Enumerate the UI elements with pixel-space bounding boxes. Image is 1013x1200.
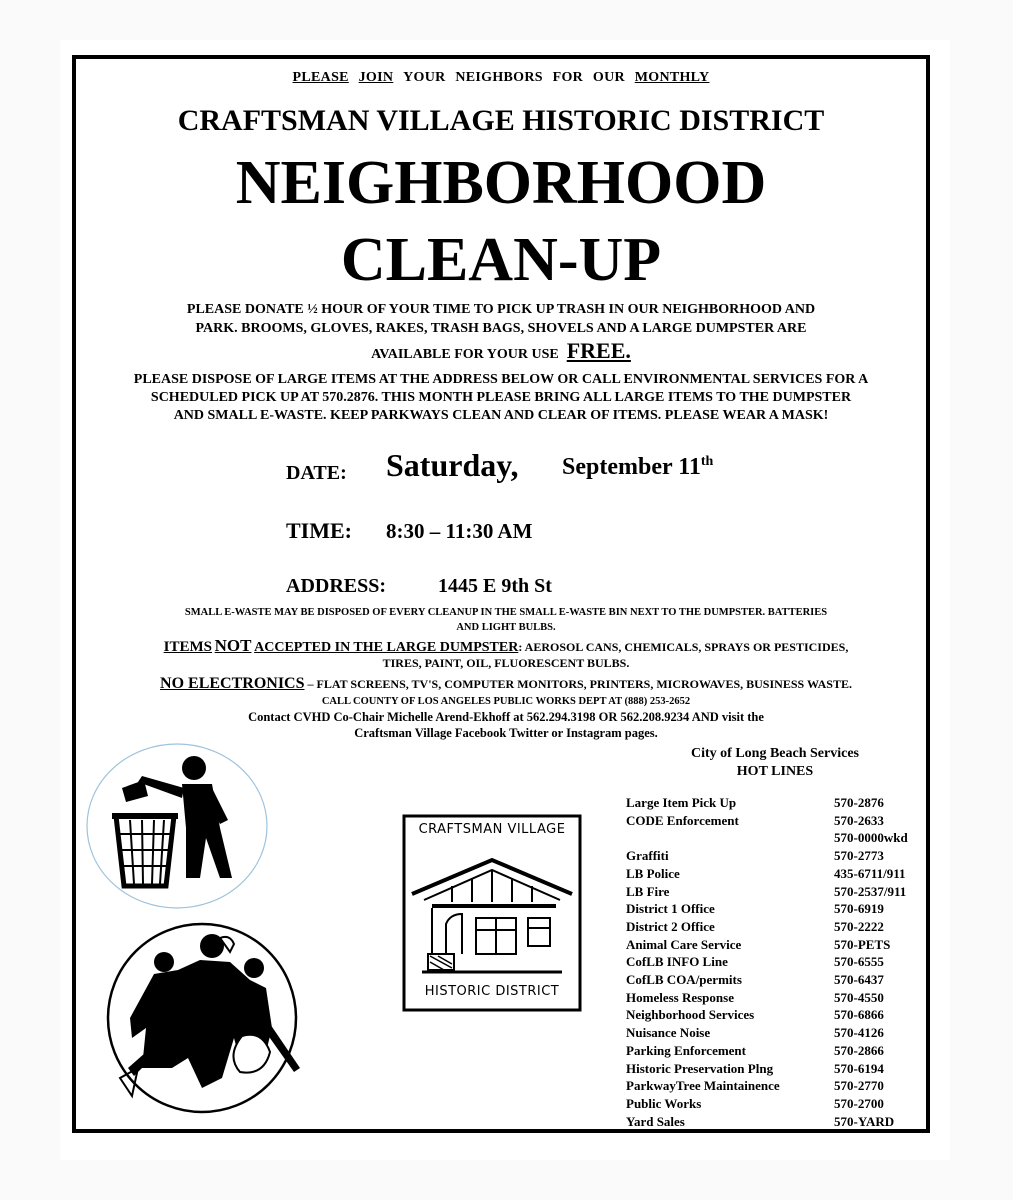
hotline-number: 570-2866 <box>834 1042 884 1058</box>
hotline-row <box>626 1077 908 1095</box>
intro-text: AVAILABLE FOR YOUR USE <box>371 347 559 362</box>
address-value: 1445 E 9th St <box>438 575 552 597</box>
hotline-name: CofLB COA/permits <box>626 972 742 988</box>
hotline-name: Historic Preservation Plng <box>626 1060 774 1076</box>
invite-word: NEIGHBORS <box>455 70 543 85</box>
hotline-row <box>626 900 908 918</box>
hotline-row <box>626 812 908 830</box>
intro-line: PARK. BROOMS, GLOVES, RAKES, TRASH BAGS, SHOVELS AND A LARGE DUMPSTER ARE <box>195 321 807 336</box>
volunteers-icon <box>102 918 302 1118</box>
date-day: Saturday, <box>386 447 519 483</box>
hotline-name <box>626 829 834 847</box>
invite-line <box>76 70 926 86</box>
invite-word: YOUR <box>403 70 446 85</box>
county-note: CALL COUNTY OF LOS ANGELES PUBLIC WORKS DEPT AT (888) 253-2652 <box>321 696 691 707</box>
hotline-row <box>626 883 908 901</box>
hotline-name: Large Item Pick Up <box>626 795 737 810</box>
hotline-number: 570-YARD <box>834 1113 895 1129</box>
hotline-number: 570-2633 <box>834 812 884 828</box>
title-line-2: CLEAN-UP <box>340 226 662 294</box>
invite-word: OUR <box>592 70 625 85</box>
hotline-name: District 1 Office <box>626 901 715 917</box>
hotline-number: 570-4550 <box>834 989 884 1005</box>
hotline-row <box>626 1060 908 1078</box>
hotline-row <box>626 794 908 812</box>
hotline-name: Homeless Response <box>626 989 734 1005</box>
not-accepted-word: ACCEPTED IN THE LARGE DUMPSTER <box>254 640 519 655</box>
not-accepted-line <box>90 638 922 656</box>
hotline-name: Public Works <box>626 1095 702 1111</box>
hotline-row <box>626 1095 908 1113</box>
hotlines-subtitle: HOT LINES <box>736 764 814 779</box>
hotline-number: 570-PETS <box>834 936 891 952</box>
time-value: 8:30 – 11:30 AM <box>386 519 533 543</box>
no-electronics-label: NO ELECTRONICS <box>160 675 305 692</box>
hotlines-table <box>626 794 908 1130</box>
hotline-number: 570-2537/911 <box>834 883 907 899</box>
not-accepted-list-2: TIRES, PAINT, OIL, FLUORESCENT BULBS. <box>382 656 630 670</box>
date-month-text: September 11 <box>562 454 701 480</box>
intro-line: PLEASE DONATE ½ HOUR OF YOUR TIME TO PICK UP TRASH IN OUR NEIGHBORHOOD AND <box>186 302 816 317</box>
hotline-row <box>626 953 908 971</box>
hotline-row <box>626 1042 908 1060</box>
hotline-number: 570-0000wkd <box>834 830 908 846</box>
hotline-row <box>626 829 908 847</box>
hotline-row <box>626 989 908 1007</box>
address-label: ADDRESS: <box>286 575 387 597</box>
hotlines-heading <box>640 745 910 781</box>
intro-line: SCHEDULED PICK UP AT 570.2876. THIS MONTH PLEASE BRING ALL LARGE ITEMS TO THE DUMPSTER <box>150 390 852 405</box>
district-name: CRAFTSMAN VILLAGE HISTORIC DISTRICT <box>177 104 825 137</box>
hotline-name: Parking Enforcement <box>626 1042 746 1058</box>
craftsman-village-logo <box>402 814 582 1012</box>
free-label: FREE. <box>566 338 631 363</box>
logo-bottom-text: HISTORIC DISTRICT <box>424 984 560 999</box>
hotline-row <box>626 918 908 936</box>
intro-line: AND SMALL E-WASTE. KEEP PARKWAYS CLEAN AND CLEAR OF ITEMS. PLEASE WEAR A MASK! <box>173 408 829 423</box>
house-logo-graphic <box>402 814 582 1012</box>
date-label: DATE: <box>286 462 347 484</box>
invite-word: PLEASE <box>292 70 349 85</box>
hotline-name: District 2 Office <box>626 918 715 934</box>
hotline-name: LB Police <box>626 865 680 881</box>
hotline-row <box>626 1113 908 1131</box>
date-month <box>562 454 713 481</box>
hotline-number: 570-2222 <box>834 918 884 934</box>
intro-line-free <box>90 338 912 364</box>
hotline-name: Yard Sales <box>626 1113 685 1129</box>
hotline-row <box>626 936 908 954</box>
hotline-number: 435-6711/911 <box>834 865 906 881</box>
time-label: TIME: <box>286 518 352 543</box>
no-electronics-list: – FLAT SCREENS, TV'S, COMPUTER MONITORS, PRINTERS, MICROWAVES, BUSINESS WASTE. <box>304 677 852 691</box>
no-electronics-line <box>90 676 922 693</box>
hotline-number: 570-6866 <box>834 1007 884 1023</box>
intro-line: PLEASE DISPOSE OF LARGE ITEMS AT THE ADDRESS BELOW OR CALL ENVIRONMENTAL SERVICES FOR A <box>133 372 869 387</box>
hotline-number: 570-6194 <box>834 1060 884 1076</box>
contact-line: Contact CVHD Co-Chair Michelle Arend-Ekhoff at 562.294.3198 OR 562.208.9234 AND visit the <box>248 710 764 724</box>
not-accepted-word: NOT <box>214 636 252 655</box>
hotline-row <box>626 865 908 883</box>
not-accepted-list: : AEROSOL CANS, CHEMICALS, SPRAYS OR PESTICIDES, <box>518 640 849 654</box>
contact-line: Craftsman Village Facebook Twitter or Instagram pages. <box>354 726 658 740</box>
hotline-row <box>626 1024 908 1042</box>
title-line-1: NEIGHBORHOOD <box>235 149 767 217</box>
hotline-number: 570-6437 <box>834 972 884 988</box>
invite-word: FOR <box>552 70 584 85</box>
hotline-name: Nuisance Noise <box>626 1025 711 1041</box>
hotline-row <box>626 971 908 989</box>
hotline-name: ParkwayTree Maintainence <box>626 1078 780 1094</box>
date-suffix: th <box>700 454 714 469</box>
litter-bin-icon <box>82 738 272 913</box>
ewaste-note: SMALL E-WASTE MAY BE DISPOSED OF EVERY CLEANUP IN THE SMALL E-WASTE BIN NEXT TO THE DUMPSTER. BATTERIES <box>184 607 828 618</box>
hotlines-title: City of Long Beach Services <box>691 746 859 761</box>
hotline-name: LB Fire <box>626 883 670 899</box>
logo-top-text: CRAFTSMAN VILLAGE <box>418 822 566 837</box>
ewaste-note: AND LIGHT BULBS. <box>456 622 556 633</box>
hotline-number: 570-6919 <box>834 901 884 917</box>
hotline-number: 570-6555 <box>834 954 884 970</box>
hotline-number: 570-4126 <box>834 1025 884 1041</box>
hotline-row <box>626 847 908 865</box>
hotline-name: Neighborhood Services <box>626 1007 755 1023</box>
invite-word: MONTHLY <box>634 70 710 85</box>
hotline-name: Graffiti <box>626 848 669 864</box>
hotline-number: 570-2773 <box>834 848 884 864</box>
hotline-name: CODE Enforcement <box>626 812 739 828</box>
invite-word: JOIN <box>358 70 394 85</box>
hotline-name: Animal Care Service <box>626 936 742 952</box>
hotline-number: 570-2876 <box>834 795 884 810</box>
hotline-number: 570-2700 <box>834 1095 884 1111</box>
hotline-number: 570-2770 <box>834 1078 884 1094</box>
hotline-row <box>626 1006 908 1024</box>
not-accepted-word: ITEMS <box>163 639 213 655</box>
hotline-name: CofLB INFO Line <box>626 954 728 970</box>
